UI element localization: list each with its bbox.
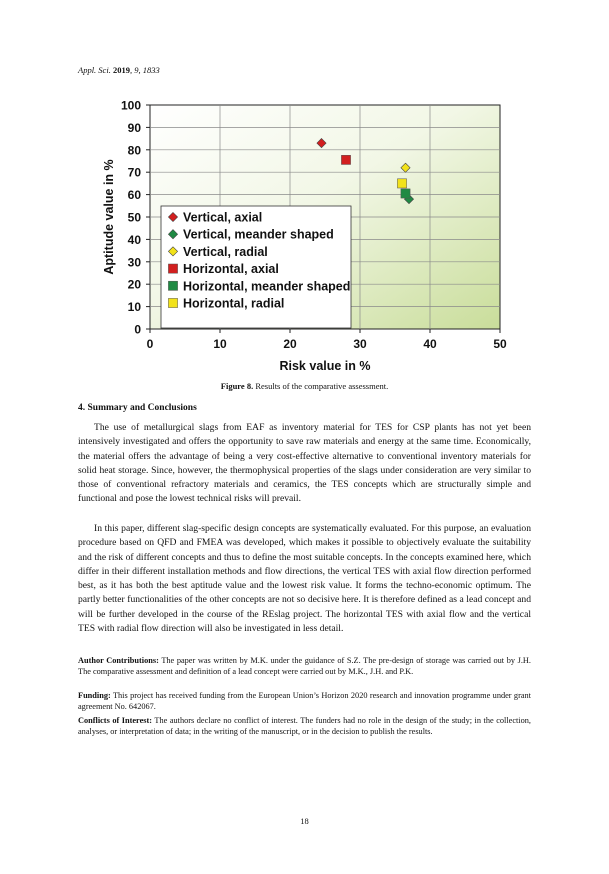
legend-label: Horizontal, meander shaped — [183, 279, 351, 294]
conflicts-label: Conflicts of Interest: — [78, 716, 153, 725]
legend-label: Vertical, axial — [183, 210, 263, 225]
paragraph-1: The use of metallurgical slags from EAF as inventory material for TES for CSP plants has not yet been intensively investigated and offers the opportunity to save raw materials and energy at the same time. Economically, the material offers the advantage of being a very cost-effective alternative to conventional inventory materials for solid heat storage. Since, however, the thermophysical properties of the slags under consideration are very similar to those of conventional refractory materials and ceramics, the TES concepts which are structurally simple and functional and pose the lowest technical risks will prevail. — [78, 422, 531, 505]
x-axis-label: Risk value in % — [279, 359, 371, 373]
x-tick-label: 50 — [493, 337, 507, 351]
legend-label: Vertical, meander shaped — [183, 227, 334, 242]
data-point — [401, 189, 410, 198]
conflicts-of-interest — [78, 715, 531, 738]
journal-year: 2019 — [112, 65, 130, 75]
x-tick-label: 40 — [423, 337, 437, 351]
legend-label: Horizontal, axial — [183, 262, 279, 277]
data-point — [341, 155, 350, 164]
data-point — [397, 179, 406, 188]
author-contributions-text: The paper was written by M.K. under the guidance of S.Z. The pre-design of storage was carried out by J.H. The comparative assessment and definition of a lead concept were carried out by M.K., J.H. and P.K. — [78, 656, 531, 677]
scatter-chart — [95, 95, 515, 377]
y-axis-label: Aptitude value in % — [102, 159, 116, 275]
running-head: Appl. Sci. 2019, 9, 1833 — [78, 65, 160, 75]
x-tick-label: 20 — [283, 337, 297, 351]
page-number: 18 — [300, 816, 309, 826]
legend-label: Horizontal, radial — [183, 296, 285, 311]
x-tick-label: 10 — [213, 337, 227, 351]
conflicts-text: The authors declare no conflict of interest. The funders had no role in the design of the study; in the collection, analyses, or interpretation of data; in the writing of the manuscript, or in the decision to publish the results. — [78, 716, 531, 737]
chart-svg — [95, 95, 515, 377]
x-tick-labels — [147, 337, 507, 351]
y-tick-labels — [121, 99, 141, 337]
section-heading: 4. Summary and Conclusions — [78, 403, 197, 413]
y-tick-label: 40 — [127, 232, 141, 247]
journal-name: Appl. Sci. — [78, 65, 111, 75]
y-tick-label: 80 — [127, 143, 141, 158]
y-tick-label: 60 — [127, 188, 141, 203]
journal-volume: 9 — [134, 65, 139, 75]
y-tick-label: 50 — [127, 210, 141, 225]
y-tick-label: 30 — [127, 255, 141, 270]
funding-label: Funding: — [78, 691, 111, 700]
y-tick-label: 20 — [127, 277, 141, 292]
legend-label: Vertical, radial — [183, 244, 268, 259]
funding-text: This project has received funding from the European Union’s Horizon 2020 research and innovation programme under grant agreement No. 642067. — [78, 691, 531, 712]
author-contributions-label: Author Contributions: — [78, 656, 159, 665]
figure-caption — [0, 381, 609, 391]
x-tick-label: 30 — [353, 337, 367, 351]
legend — [161, 206, 351, 328]
y-tick-label: 10 — [127, 300, 141, 315]
article-number: 1833 — [142, 65, 160, 75]
legend-marker — [168, 264, 177, 273]
y-tick-label: 0 — [134, 322, 141, 337]
y-tick-label: 70 — [127, 165, 141, 180]
paragraph-2: In this paper, different slag-specific design concepts are systematically evaluated. For this purpose, an evaluation procedure based on QFD and FMEA was developed, which makes it possible to objectively evaluate the suitability and the risk of different concepts and thus to define the most suitable concepts. In the concepts examined here, which differ in their different installation methods and flow directions, the vertical TES with axial flow direction performed best, as it has both the best aptitude value and the lowest risk value. It forms the techno-economic optimum. The partly better functionalities of the other concepts are not so decisive here. It is therefore defined as a lead concept and will be further developed in the course of the REslag project. The horizontal TES with axial flow and the vertical TES with radial flow direction will also be investigated in less detail. — [78, 523, 531, 635]
legend-marker — [168, 298, 177, 307]
x-tick-label: 0 — [146, 337, 154, 351]
author-contributions — [78, 655, 531, 678]
figure-caption-text: Results of the comparative assessment. — [255, 381, 389, 391]
legend-marker — [168, 281, 177, 290]
y-tick-label: 90 — [127, 120, 141, 135]
y-tick-label: 100 — [120, 98, 141, 113]
figure-label: Figure 8. — [220, 381, 254, 391]
funding — [78, 690, 531, 713]
